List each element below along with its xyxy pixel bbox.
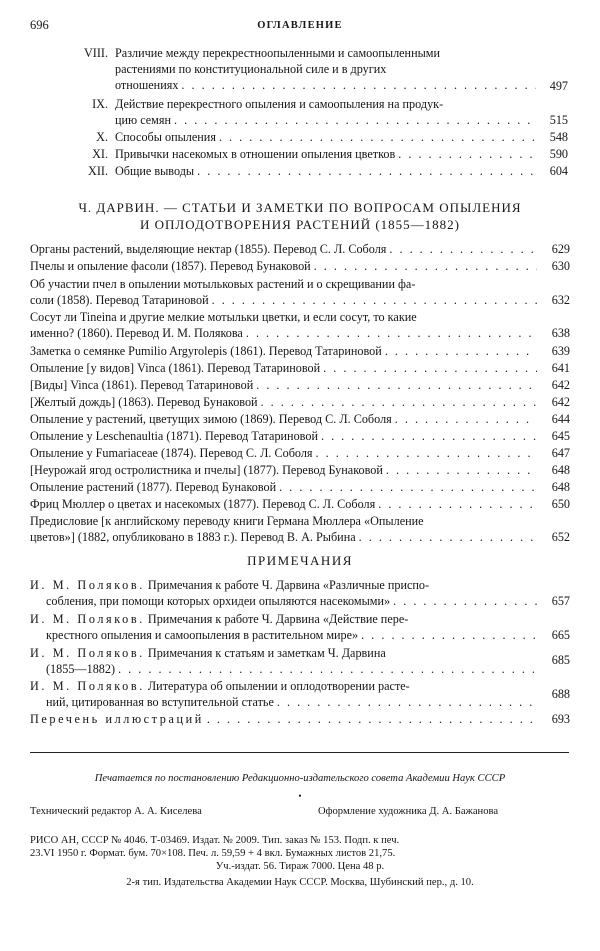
article-entry: Заметка о семянке Pumilio Argyrolepis (1861). Перевод Татариновой . . . [30,343,540,359]
entry-text: Различие между перекрестноопыленными и самоопыленными [115,46,441,60]
page-ref: 630 [551,259,570,273]
entry-text: цию семян . . . [115,112,539,128]
page-ref: 648 [551,480,570,494]
article-entry: Органы растений, выделяющие нектар (1855). Перевод С. Л. Соболя . . . [30,241,540,257]
article-entry: [Желтый дождь] (1863). Перевод Бунаковой . . . [30,394,540,410]
printer-info: 2-я тип. Издательства Академии Наук СССР. Москва, Шубинский пер., д. 10. [126,877,474,888]
entry-text: отношениях . . . [115,77,539,93]
page-ref: 647 [551,446,570,460]
page-ref: 693 [551,712,570,726]
note-entry: собления, при помощи которых орхидеи опыляются насекомыми» . . . [46,593,542,609]
page-ref: 644 [551,412,570,426]
chapter-number: VIII. [83,46,108,60]
page-ref: 642 [551,378,570,392]
article-entry: [Неурожай ягод остролистника и пчелы] (1877). Перевод Бунаковой . . . [30,462,540,478]
note-entry: (1855—1882) . . . [46,661,542,677]
article-entry: именно? (1860). Перевод И. М. Полякова . . . [30,325,540,341]
article-entry: цветов»] (1882, опубликовано в 1883 г.). Перевод В. А. Рыбина . . . [30,529,540,545]
article-entry: Опыление [у видов] Vinca (1861). Перевод Татариновой . . . [30,360,540,376]
imprint-line: Уч.-издат. 56. Тираж 7000. Цена 48 р. [215,861,385,872]
note-entry: крестного опыления и самоопыления в растительном мире» . . . [46,627,542,643]
page-ref: 665 [551,628,570,642]
page-ref: 497 [549,79,568,93]
entry-text: Действие перекрестного опыления и самоопыления на продук- [115,97,444,111]
imprint-line: РИСО АН, СССР № 4046. Т-03469. Издат. № 2009. Тип. заказ № 153. Подп. к печ. [30,835,400,846]
page-ref: 548 [549,130,568,144]
article-entry: Опыление у растений, цветущих зимою (1869). Перевод С. Л. Соболя . . . [30,411,540,427]
chapter-number: XII. [88,164,108,178]
article-entry: Опыление у Fumariaceae (1874). Перевод С. Л. Соболя . . . [30,445,540,461]
page-ref: 648 [551,463,570,477]
article-entry: Опыление у Leschenaultia (1871). Перевод Татариновой . . . [30,428,540,444]
page-number: 696 [30,18,49,32]
page-ref: 688 [551,687,570,701]
note-entry: И. М. Поляков. Литература об опылении и оплодотворении расте- [30,679,410,693]
page-ref: 638 [551,326,570,340]
running-header: ОГЛАВЛЕНИЕ [257,20,343,31]
entry-text: Привычки насекомых в отношении опыления цветков . . . [115,146,539,162]
article-entry: Предисловие [к английскому переводу книги Германа Мюллера «Опыление [30,514,424,528]
page-ref: 604 [549,164,568,178]
page-ref: 632 [551,293,570,307]
entry-text: Способы опыления . . . [115,129,539,145]
page-ref: 642 [551,395,570,409]
imprint-line: 23.VI 1950 г. Формат. бум. 70×108. Печ. л. 59,59 + 4 вкл. Бумажных листов 21,75. [30,848,396,859]
chapter-number: X. [96,130,108,144]
article-entry: Пчелы и опыление фасоли (1857). Перевод Бунаковой . . . [30,258,540,274]
technical-editor: Технический редактор А. А. Киселева [30,806,202,817]
page-ref: 629 [551,242,570,256]
illustrations-entry: Перечень иллюстраций . . . [30,711,542,727]
article-entry: Об участии пчел в опылении мотыльковых растений и о скрещивании фа- [30,277,416,291]
page-ref: 639 [551,344,570,358]
chapter-number: XI. [92,147,108,161]
page-ref: 685 [551,653,570,667]
page-ref: 515 [549,113,568,127]
designer: Оформление художника Д. А. Бажанова [318,806,499,817]
note-entry: И. М. Поляков. Примечания к работе Ч. Дарвина «Действие пере- [30,612,409,626]
publication-decree: Печатается по постановлению Редакционно-издательского совета Академии Наук СССР [94,773,506,784]
article-entry: [Виды] Vinca (1861). Перевод Татариновой . . . [30,377,540,393]
section-title: Ч. ДАРВИН. — СТАТЬИ И ЗАМЕТКИ ПО ВОПРОСАМ ОПЫЛЕНИЯ [78,200,522,215]
divider [30,752,569,753]
page-ref: 645 [551,429,570,443]
note-entry: И. М. Поляков. Примечания к работе Ч. Дарвина «Различные приспо- [30,578,430,592]
page-ref: 590 [549,147,568,161]
bullet: • [298,791,302,801]
chapter-number: IX. [92,97,108,111]
page-ref: 641 [551,361,570,375]
page-ref: 650 [551,497,570,511]
article-entry: Опыление растений (1877). Перевод Бунаковой . . . [30,479,540,495]
note-entry: ний, цитированная во вступительной статье . . . [46,694,542,710]
article-entry: Сосут ли Tineina и другие мелкие мотыльки цветки, и если сосут, то какие [30,310,417,324]
article-entry: Фриц Мюллер о цветах и насекомых (1877). Перевод С. Л. Соболя . . . [30,496,540,512]
page-ref: 652 [551,530,570,544]
entry-text: Общие выводы . . . [115,163,539,179]
page-ref: 657 [551,594,570,608]
article-entry: соли (1858). Перевод Татариновой . . . [30,292,540,308]
note-entry: И. М. Поляков. Примечания к статьям и заметкам Ч. Дарвина [30,646,386,660]
section-title: И ОПЛОДОТВОРЕНИЯ РАСТЕНИЙ (1855—1882) [139,217,461,232]
section-title: ПРИМЕЧАНИЯ [247,553,353,568]
entry-text: растениями по конституциональной силе и в других [115,62,387,76]
